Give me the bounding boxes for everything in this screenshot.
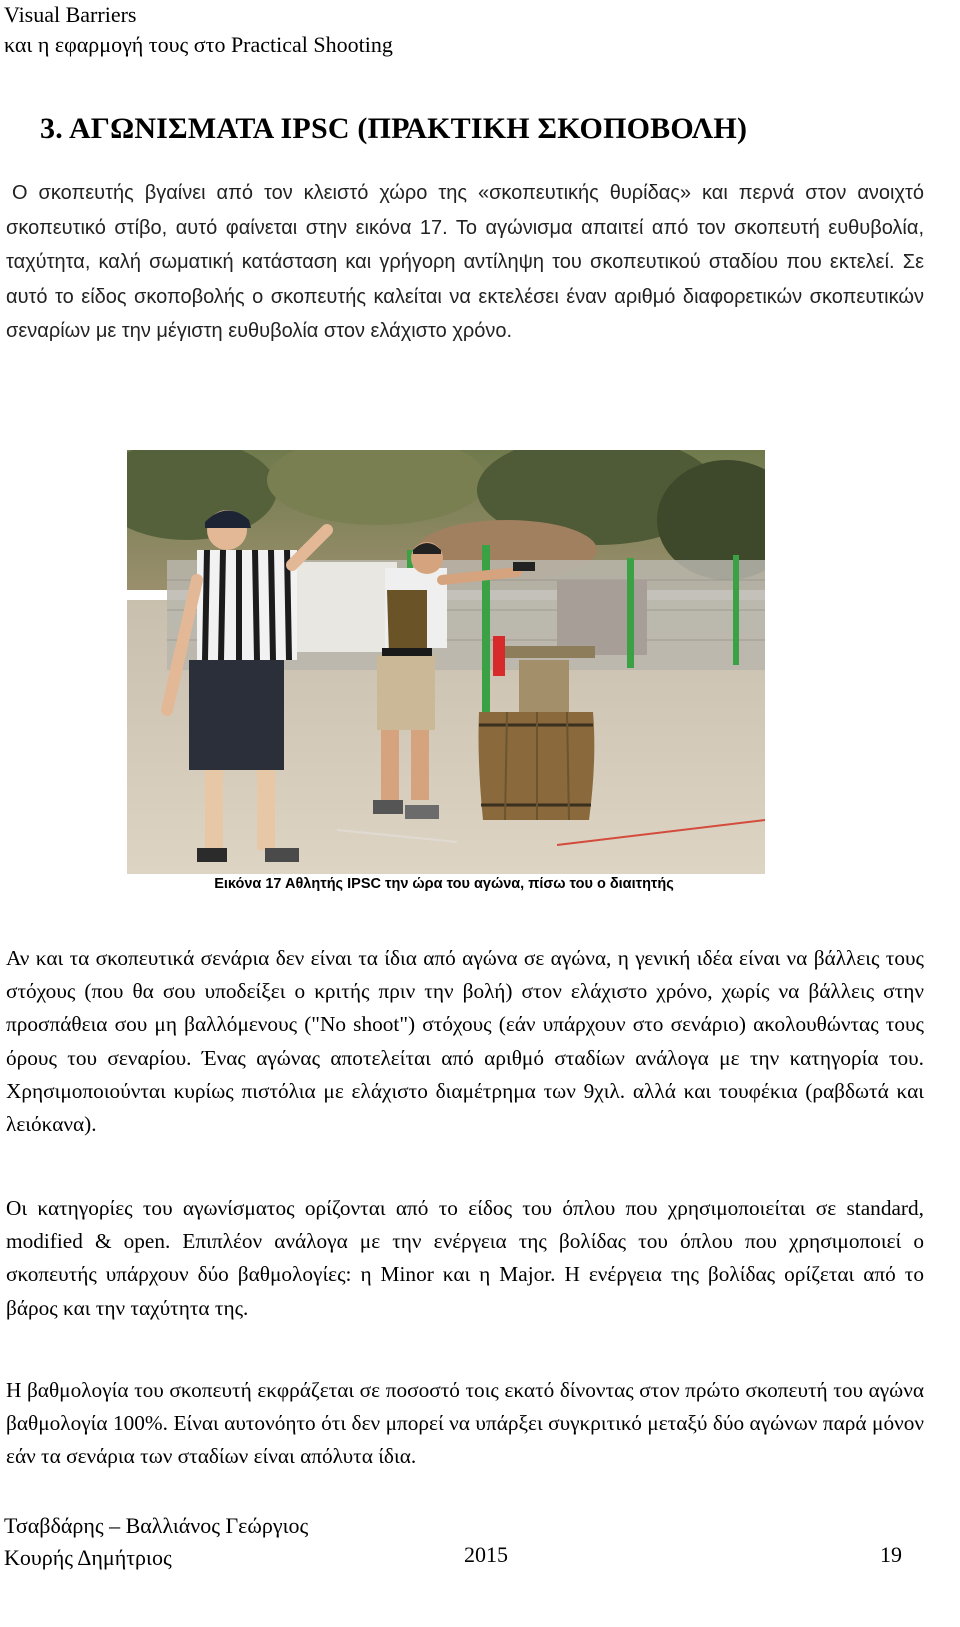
figure-photo <box>127 450 765 874</box>
figure-caption: Εικόνα 17 Αθλητής IPSC την ώρα του αγώνα, πίσω του ο διαιτητής <box>214 876 674 892</box>
footer-year: 2015 <box>464 1542 508 1567</box>
intro-paragraph-text: Ο σκοπευτής βγαίνει από τον κλειστό χώρο της «σκοπευτικής θυρίδας» και περνά στον ανοιχτό σκοπευτικό στίβο, αυτό φαίνεται στην εικόνα 17. Το αγώνισμα απαιτεί από τον σκοπευτή ευθυβολία, ταχύτητα, καλή σωματική κατάσταση και γρήγορη αντίληψη του σκοπευτικού σταδίου που εκτελεί. Σε αυτό το είδος σκοποβολής ο σκοπευτής καλείται να εκτελέσει έναν αριθμό διαφορετικών σκοπευτικών σεναρίων με την μέγιστη ευθυβολία στον ελάχιστο χρόνο. <box>6 182 924 343</box>
page-header <box>4 0 393 60</box>
header-subtitle: και η εφαρμογή τους στο Practical Shooting <box>4 32 393 57</box>
footer-author-1: Τσαβδάρης – Βαλλιάνος Γεώργιος <box>4 1513 309 1538</box>
page-number: 19 <box>880 1542 902 1567</box>
footer-author-2: Κουρής Δημήτριος <box>4 1545 172 1570</box>
section-title: 3. ΑΓΩΝΙΣΜΑΤΑ IPSC (ΠΡΑΚΤΙΚΗ ΣΚΟΠΟΒΟΛΗ) <box>40 112 748 145</box>
body-paragraph-scenarios: Αν και τα σκοπευτικά σενάρια δεν είναι τα ίδια από αγώνα σε αγώνα, η γενική ιδέα είναι να βάλλεις τους στόχους (που θα σου υποδείξει ο κριτής πριν την βολή) στον ελάχιστο χρόνο, χωρίς να βάλλεις στην προσπάθεια σου μη βαλλόμενους ("No shoot") στόχους (εάν υπάρχουν στο σενάριο) ακολουθώντας τους όρους του σεναρίου. Ένας αγώνας αποτελείται από αριθμό σταδίων ανάλογα με την κατηγορία του. Χρησιμοποιούνται κυρίως πιστόλια με ελάχιστο διαμέτρημα των 9χιλ. αλλά και τουφέκια (ραβδωτά και λειόκανα). <box>6 946 924 1137</box>
header-title: Visual Barriers <box>4 2 137 27</box>
intro-paragraph <box>6 176 924 349</box>
shooting-range-photo <box>127 450 765 874</box>
body-paragraph-scoring: Η βαθμολογία του σκοπευτή εκφράζεται σε ποσοστό τοις εκατό δίνοντας στον πρώτο σκοπευτή του αγώνα βαθμολογία 100%. Είναι αυτονόητο ότι δεν μπορεί να υπάρξει συγκριτικό μεταξύ δύο αγώνων παρά μόνον εάν τα σενάρια των σταδίων είναι απόλυτα ίδια. <box>6 1378 924 1469</box>
body-paragraph-categories: Οι κατηγορίες του αγωνίσματος ορίζονται από το είδος του όπλου που χρησιμοποιείται σε standard, modified & open. Επιπλέον ανάλογα με την ενέργεια της βολίδας του όπλου που χρησιμοποιεί ο σκοπευτής υπάρχουν δύο βαθμολογίες: η Minor και η Major. Η ενέργεια της βολίδας ορίζεται από το βάρος και την ταχύτητα της. <box>6 1196 924 1320</box>
